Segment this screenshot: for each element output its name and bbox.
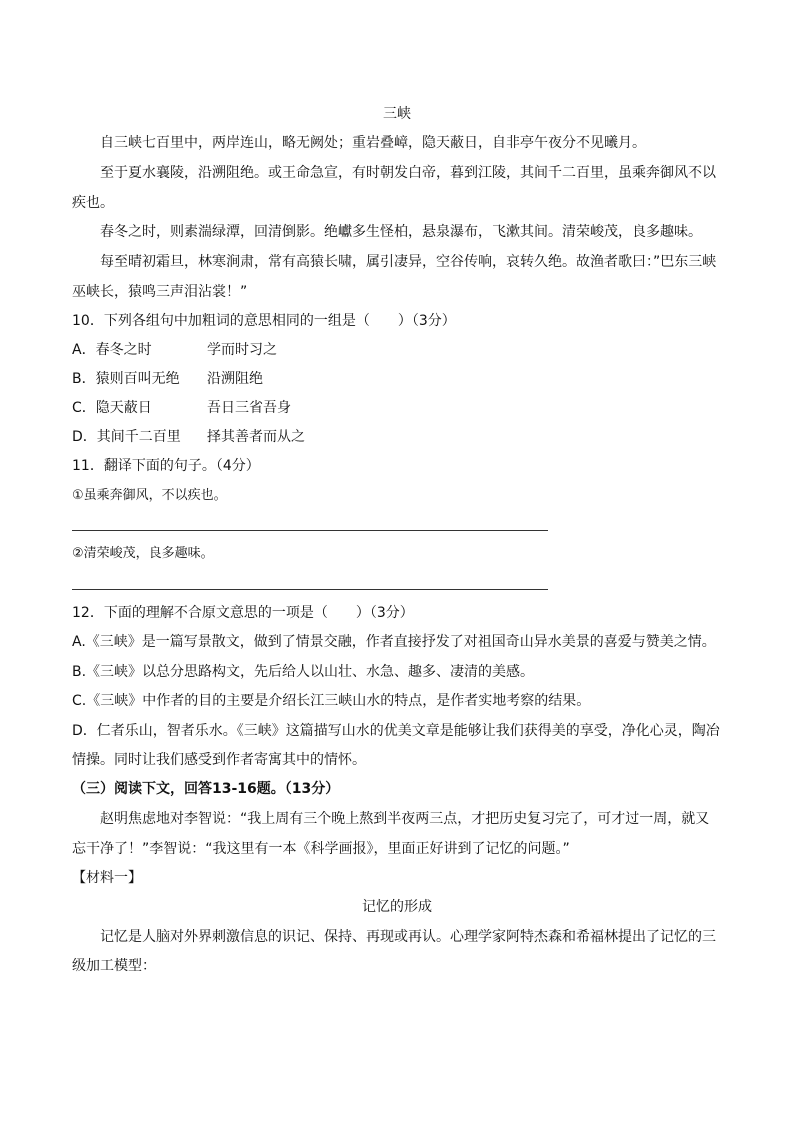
question-12-option-d-line-2: 情操。同时让我们感受到作者寄寓其中的情怀。 [72,752,366,768]
passage-paragraph-3: 春冬之时，则素湍绿潭，回清倒影。绝巘多生怪柏，悬泉瀑布，飞漱其间。清荣峻茂，良多趣味。 [100,224,702,240]
passage-paragraph-2-line-2: 疾也。 [72,195,114,211]
question-10-option-d-compare: 择其善者而从之 [207,429,305,445]
question-10-option-a: A．春冬之时 [72,342,152,358]
question-10-option-d: D．其间千二百里 [72,429,181,445]
answer-line-2[interactable] [72,589,548,590]
material-1-label: 【材料一】 [72,870,142,886]
question-10-option-c: C．隐天蔽日 [72,400,152,416]
question-12-option-d-line-1: D．仁者乐山，智者乐水。《三峡》这篇描写山水的优美文章是能够让我们获得美的享受，净化心灵，陶冶 [72,723,720,739]
question-10-option-c-compare: 吾日三省吾身 [207,400,291,416]
question-11-sentence-2: ②清荣峻茂，良多趣味。 [72,546,214,561]
section-3-intro-line-2: 忘干净了！”李智说：“我这里有一本《科学画报》，里面正好讲到了记忆的问题。” [72,841,570,857]
section-3-intro-line-1: 赵明焦虑地对李智说：“我上周有三个晚上熬到半夜两三点，才把历史复习完了，可才过一周，就又 [100,811,710,827]
passage-paragraph-4-line-2: 巫峡长，猿鸣三声泪沾裳！” [72,284,248,300]
question-10-option-b-compare: 沿溯阻绝 [207,371,263,387]
passage-paragraph-2-line-1: 至于夏水襄陵，沿溯阻绝。或王命急宣，有时朝发白帝，暮到江陵，其间千二百里，虽乘奔御风不以 [100,165,716,181]
passage-paragraph-1: 自三峡七百里中，两岸连山，略无阙处；重岩叠嶂，隐天蔽日，自非亭午夜分不见曦月。 [100,135,646,151]
material-1-title: 记忆的形成 [362,899,432,915]
material-1-line-1: 记忆是人脑对外界刺激信息的识记、保持、再现或再认。心理学家阿特杰森和希福林提出了记忆的三 [100,929,716,945]
section-3-heading: （三）阅读下文，回答13-16题。（13分） [72,781,340,797]
question-11-stem: 11．翻译下面的句子。（4分） [72,458,260,474]
question-10-option-a-compare: 学而时习之 [207,342,277,358]
question-10-option-b: B．猿则百叫无绝 [72,371,180,387]
passage-title: 三峡 [383,106,411,122]
question-12-option-a: A.《三峡》是一篇写景散文，做到了情景交融，作者直接抒发了对祖国奇山异水美景的喜爱与赞美之情。 [72,634,716,650]
question-12-stem: 12．下面的理解不合原文意思的一项是（ ）（3分） [72,605,414,621]
question-12-option-c: C.《三峡》中作者的目的主要是介绍长江三峡山水的特点，是作者实地考察的结果。 [72,693,591,709]
question-11-sentence-1: ①虽乘奔御风，不以疾也。 [72,488,227,503]
passage-paragraph-4-line-1: 每至晴初霜旦，林寒涧肃，常有高猿长啸，属引凄异，空谷传响，哀转久绝。故渔者歌曰：”巴东三峡 [100,254,717,270]
question-12-option-b: B.《三峡》以总分思路构文，先后给人以山壮、水急、趣多、凄清的美感。 [72,664,535,680]
answer-line-1[interactable] [72,530,548,531]
material-1-line-2: 级加工模型： [72,958,156,974]
question-10-stem: 10．下列各组句中加粗词的意思相同的一组是（ ）（3分） [72,313,456,329]
